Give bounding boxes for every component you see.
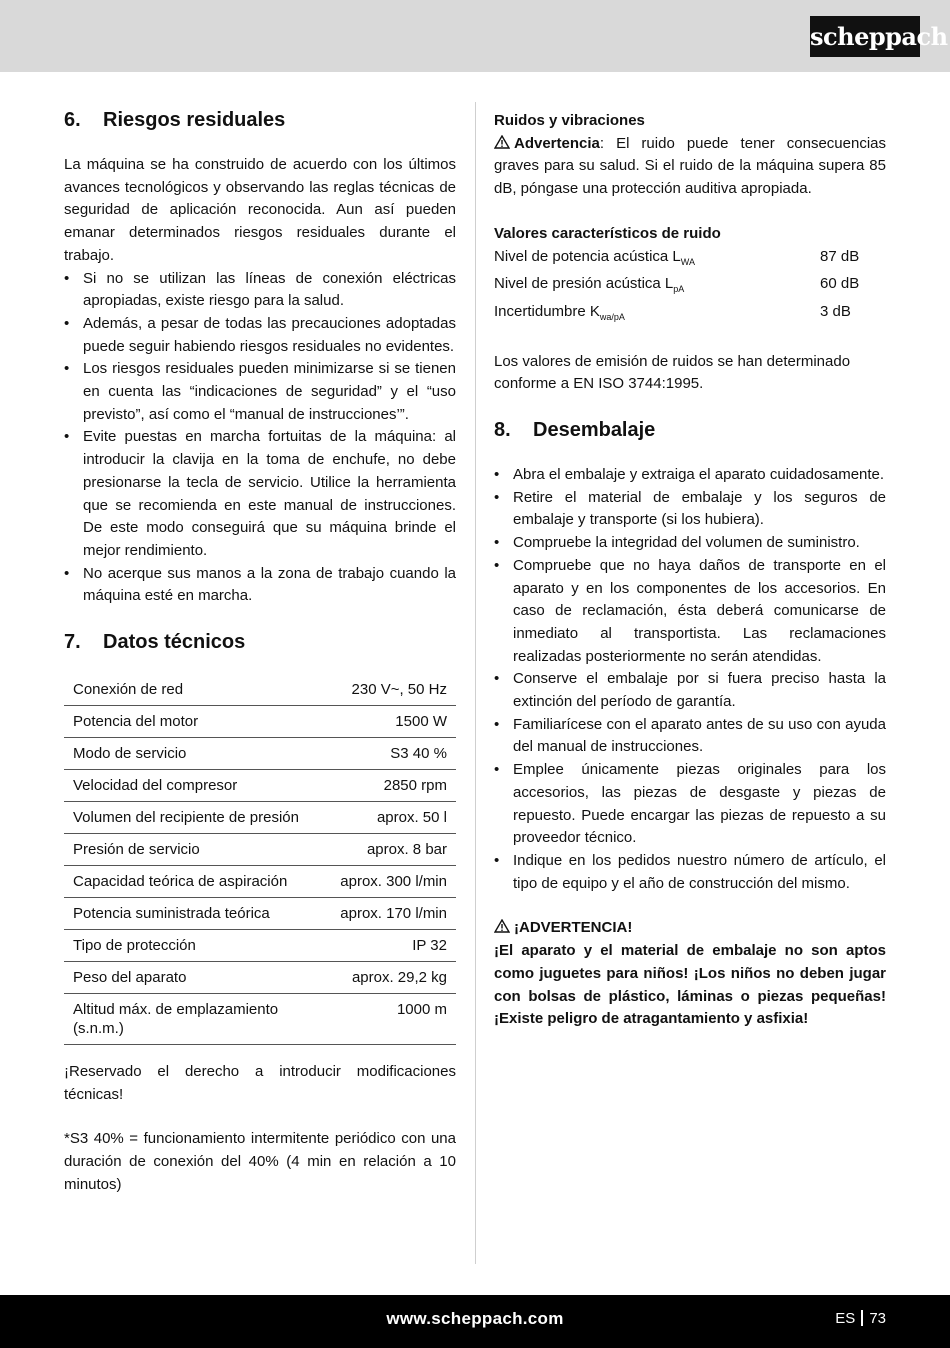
table-value: 1500 W	[395, 713, 447, 731]
noise-value-subscript: WA	[680, 256, 695, 267]
section-number: 7.	[64, 631, 81, 654]
page-indicator	[835, 1310, 886, 1327]
noise-heading: Ruidos y vibraciones	[494, 112, 645, 129]
table-label: Potencia del motor	[73, 713, 199, 731]
column-divider	[475, 102, 476, 1264]
table-value: S3 40 %	[390, 745, 447, 763]
intro-paragraph: La máquina se ha construido de acuerdo con los últimos avances tecnológicos y observando las reglas técnicas de seguridad de aplicación reconocida. Aun así pueden emanar determinados riesgos residuales durante el trabajo.	[64, 156, 456, 264]
section-number: 8.	[494, 419, 511, 442]
table-value: aprox. 29,2 kg	[351, 969, 447, 987]
table-value: 2850 rpm	[383, 777, 447, 795]
table-label: Capacidad teórica de aspiración	[73, 873, 288, 891]
noise-value-label: Nivel de presión acústica L	[494, 275, 674, 293]
table-row	[64, 962, 456, 994]
noise-value-row	[494, 246, 886, 274]
s3-footnote: *S3 40% = funcionamiento intermitente periódico con una duración de conexión del 40% (4 min en relación a 10 minutos)	[64, 1130, 456, 1193]
section-title: Desembalaje	[533, 419, 656, 442]
table-value: aprox. 300 l/min	[340, 873, 447, 891]
right-column	[494, 110, 886, 1031]
section-title: Riesgos residuales	[103, 109, 286, 131]
table-label: Altitud máx. de emplazamiento (s.n.m.)	[73, 1001, 279, 1038]
reserved-note: ¡Reservado el derecho a introducir modificaciones técnicas!	[64, 1063, 456, 1103]
website-url: www.scheppach.com	[386, 1309, 564, 1328]
table-label: Velocidad del compresor	[73, 777, 238, 795]
table-label: Modo de servicio	[73, 745, 187, 763]
list-item: • Compruebe la integridad del volumen de suministro.	[494, 532, 886, 555]
table-row	[64, 738, 456, 770]
noise-value-row	[494, 301, 886, 329]
language-code: ES	[835, 1310, 856, 1327]
noise-value-subscript: wa/pA	[599, 311, 625, 322]
table-value: aprox. 50 l	[376, 809, 447, 827]
noise-value-label: Incertidumbre K	[494, 302, 600, 320]
tech-data-table	[64, 674, 456, 1045]
section-number: 6.	[64, 109, 81, 131]
table-label: Volumen del recipiente de presión	[73, 809, 299, 827]
page-number: 73	[869, 1310, 886, 1327]
list-item: • Compruebe que no haya daños de transporte en el aparato y en los componentes de los accesorios. En caso de reclamación, ésta deberá comunicarse de inmediato al transportista. Las reclamaciones realizadas posteriormente no serán atendidas.	[494, 555, 886, 669]
table-row	[64, 994, 456, 1045]
table-value: aprox. 8 bar	[366, 841, 447, 859]
noise-value: 3 dB	[820, 302, 851, 320]
noise-value-subscript: pA	[673, 284, 685, 295]
table-label: Tipo de protección	[73, 937, 196, 955]
list-item: • Los riesgos residuales pueden minimizarse si se tienen en cuenta las “indicaciones de seguridad” y el “uso previsto”, así como el “manual de instrucciones’”.	[64, 358, 456, 426]
table-value: IP 32	[412, 937, 447, 955]
section-7-heading	[64, 630, 456, 654]
unpacking-list	[494, 464, 886, 895]
table-label: Potencia suministrada teórica	[73, 905, 270, 923]
warning-triangle-icon	[494, 919, 510, 933]
noise-value-row	[494, 273, 886, 301]
emission-note: Los valores de emisión de ruidos se han determinado conforme a EN ISO 3744:1995.	[494, 352, 851, 393]
section-title: Datos técnicos	[103, 631, 246, 654]
table-label: Peso del aparato	[73, 969, 187, 987]
child-warning-text: ¡El aparato y el material de embalaje no son aptos como juguetes para niños! ¡Los niños no deben jugar con bolsas de plástico, láminas o piezas pequeñas! ¡Existe peligro de atragantamiento y asfixia!	[494, 942, 886, 1028]
noise-value: 60 dB	[820, 275, 860, 293]
list-item: • Conserve el embalaje por si fuera preciso hasta la extinción del período de garantía.	[494, 668, 886, 713]
table-value: aprox. 170 l/min	[340, 905, 447, 923]
noise-values-heading: Valores característicos de ruido	[494, 224, 721, 242]
noise-value-label: Nivel de potencia acústica L	[494, 247, 681, 265]
list-item: • Retire el material de embalaje y los seguros de embalaje y transporte (si los hubiera).	[494, 487, 886, 532]
list-item: • No acerque sus manos a la zona de trabajo cuando la máquina esté en marcha.	[64, 563, 456, 608]
list-item: • Indique en los pedidos nuestro número de artículo, el tipo de equipo y el año de construcción del mismo.	[494, 850, 886, 895]
table-value: 230 V~, 50 Hz	[351, 681, 447, 699]
warning-text: : El ruido puede tener consecuencias graves para su salud. Si el ruido de la máquina supera 85 dB, póngase una protección auditiva apropiada.	[494, 134, 886, 198]
residual-risks-list	[64, 268, 456, 609]
table-row	[64, 706, 456, 738]
list-item: • Evite puestas en marcha fortuitas de la máquina: al introducir la clavija en la toma de enchufe, no debe presionarse la tecla de servicio. Utilice la herramienta que se recomienda en este manual de instrucciones. De este modo conseguirá que su máquina brinde el mejor rendimiento.	[64, 426, 456, 562]
list-item: • Familiarícese con el aparato antes de su uso con ayuda del manual de instrucciones.	[494, 714, 886, 759]
brand-logo: scheppach	[810, 16, 920, 57]
child-warning-title	[494, 917, 886, 940]
table-value: 1000 m	[396, 1001, 447, 1019]
warning-triangle-icon	[494, 135, 510, 149]
table-row	[64, 802, 456, 834]
noise-value: 87 dB	[820, 247, 860, 265]
table-row	[64, 674, 456, 706]
section-6-heading	[64, 108, 456, 132]
left-column	[64, 100, 456, 1197]
warning-title-text: ¡ADVERTENCIA!	[514, 919, 633, 937]
section-8-heading	[494, 418, 886, 442]
noise-warning	[494, 133, 886, 201]
table-label: Presión de servicio	[73, 841, 200, 859]
table-row	[64, 866, 456, 898]
noise-values-list	[494, 246, 886, 329]
table-label: Conexión de red	[73, 681, 184, 699]
list-item: • Abra el embalaje y extraiga el aparato cuidadosamente.	[494, 464, 886, 487]
warning-label: Advertencia	[514, 134, 600, 152]
list-item: • Emplee únicamente piezas originales para los accesorios, las piezas de desgaste y piezas de repuesto. Puede encargar las piezas de repuesto a su proveedor técnico.	[494, 759, 886, 850]
header-bar	[0, 0, 950, 72]
table-row	[64, 898, 456, 930]
table-row	[64, 834, 456, 866]
separator	[861, 1310, 863, 1326]
list-item: • Si no se utilizan las líneas de conexión eléctricas apropiadas, existe riesgo para la salud.	[64, 268, 456, 313]
table-row	[64, 770, 456, 802]
list-item: • Además, a pesar de todas las precauciones adoptadas puede seguir habiendo riesgos residuales no evidentes.	[64, 313, 456, 358]
footer-bar	[0, 1295, 950, 1348]
table-row	[64, 930, 456, 962]
